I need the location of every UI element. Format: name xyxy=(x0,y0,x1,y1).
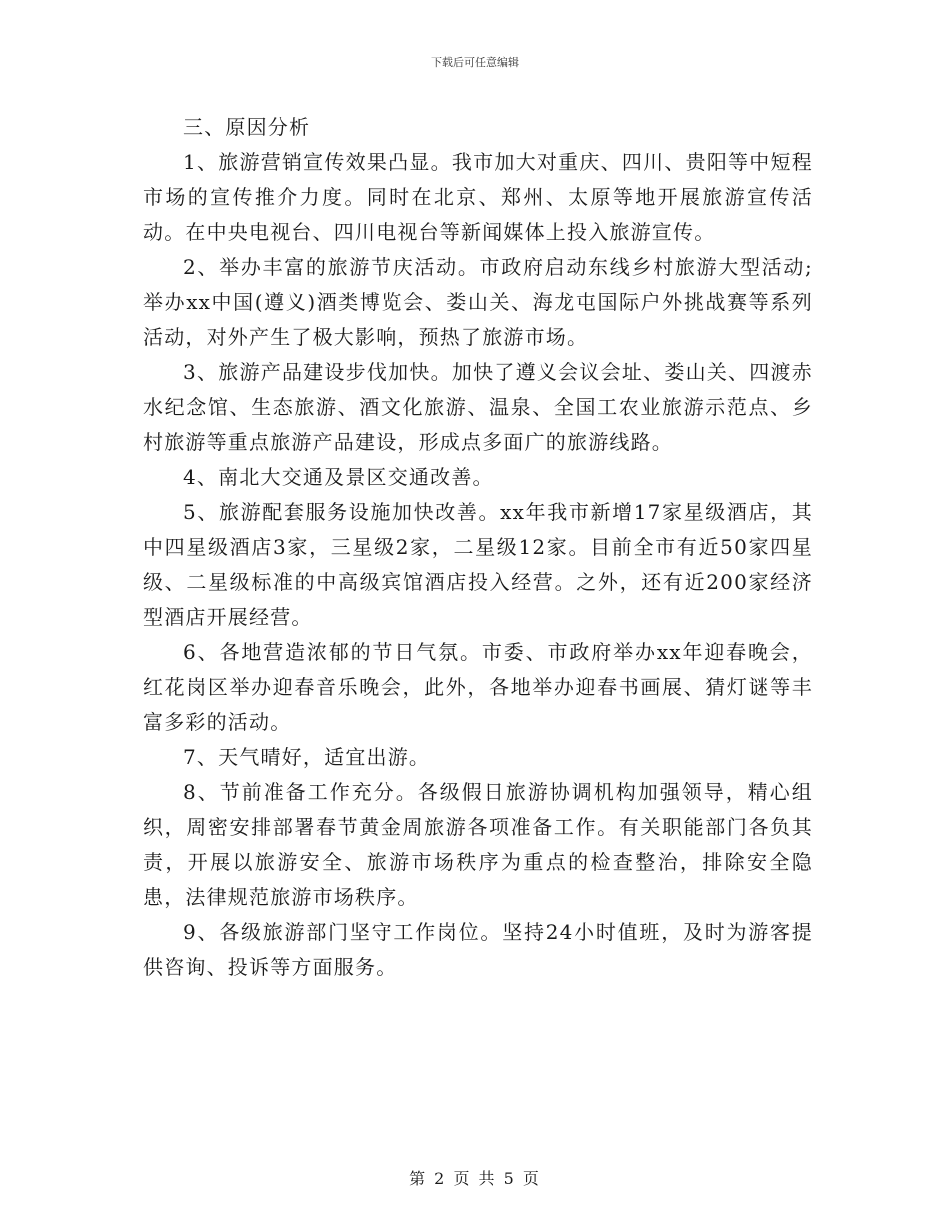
paragraph-7: 7、天气晴好，适宜出游。 xyxy=(183,745,431,769)
paragraph-3: 3、旅游产品建设步伐加快。加快了遵义会议会址、娄山关、四渡赤水纪念馆、生态旅游、酒文化旅游、温泉、全国工农业旅游示范点、乡村旅游等重点旅游产品建设，形成点多面广的旅游线路。 xyxy=(143,360,813,454)
paragraph-8: 8、节前准备工作充分。各级假日旅游协调机构加强领导，精心组织，周密安排部署春节黄金周旅游各项准备工作。有关职能部门各负其责，开展以旅游安全、旅游市场秩序为重点的检查整治，排除安全隐患，法律规范旅游市场秩序。 xyxy=(143,780,813,909)
paragraph-4: 4、南北大交通及景区交通改善。 xyxy=(183,465,494,489)
paragraph-2: 2、举办丰富的旅游节庆活动。市政府启动东线乡村旅游大型活动;举办xx中国(遵义)酒类博览会、娄山关、海龙屯国际户外挑战赛等系列活动，对外产生了极大影响，预热了旅游市场。 xyxy=(143,255,813,349)
paragraph-5: 5、旅游配套服务设施加快改善。xx年我市新增17家星级酒店，其中四星级酒店3家，三星级2家，二星级12家。目前全市有近50家四星级、二星级标准的中高级宾馆酒店投入经营。之外，还有近200家经济型酒店开展经营。 xyxy=(143,500,813,629)
page-header: 下载后可任意编辑 xyxy=(431,56,519,69)
paragraph-6: 6、各地营造浓郁的节日气氛。市委、市政府举办xx年迎春晚会，红花岗区举办迎春音乐晚会，此外，各地举办迎春书画展、猜灯谜等丰富多彩的活动。 xyxy=(143,640,813,734)
page-number-footer: 第 2 页 共 5 页 xyxy=(409,1169,541,1188)
section-title: 三、原因分析 xyxy=(183,115,311,139)
paragraph-9: 9、各级旅游部门坚守工作岗位。坚持24小时值班，及时为游客提供咨询、投诉等方面服务。 xyxy=(143,920,813,979)
paragraph-1: 1、旅游营销宣传效果凸显。我市加大对重庆、四川、贵阳等中短程市场的宣传推介力度。同时在北京、郑州、太原等地开展旅游宣传活动。在中央电视台、四川电视台等新闻媒体上投入旅游宣传。 xyxy=(143,150,813,244)
document-body xyxy=(143,110,813,985)
